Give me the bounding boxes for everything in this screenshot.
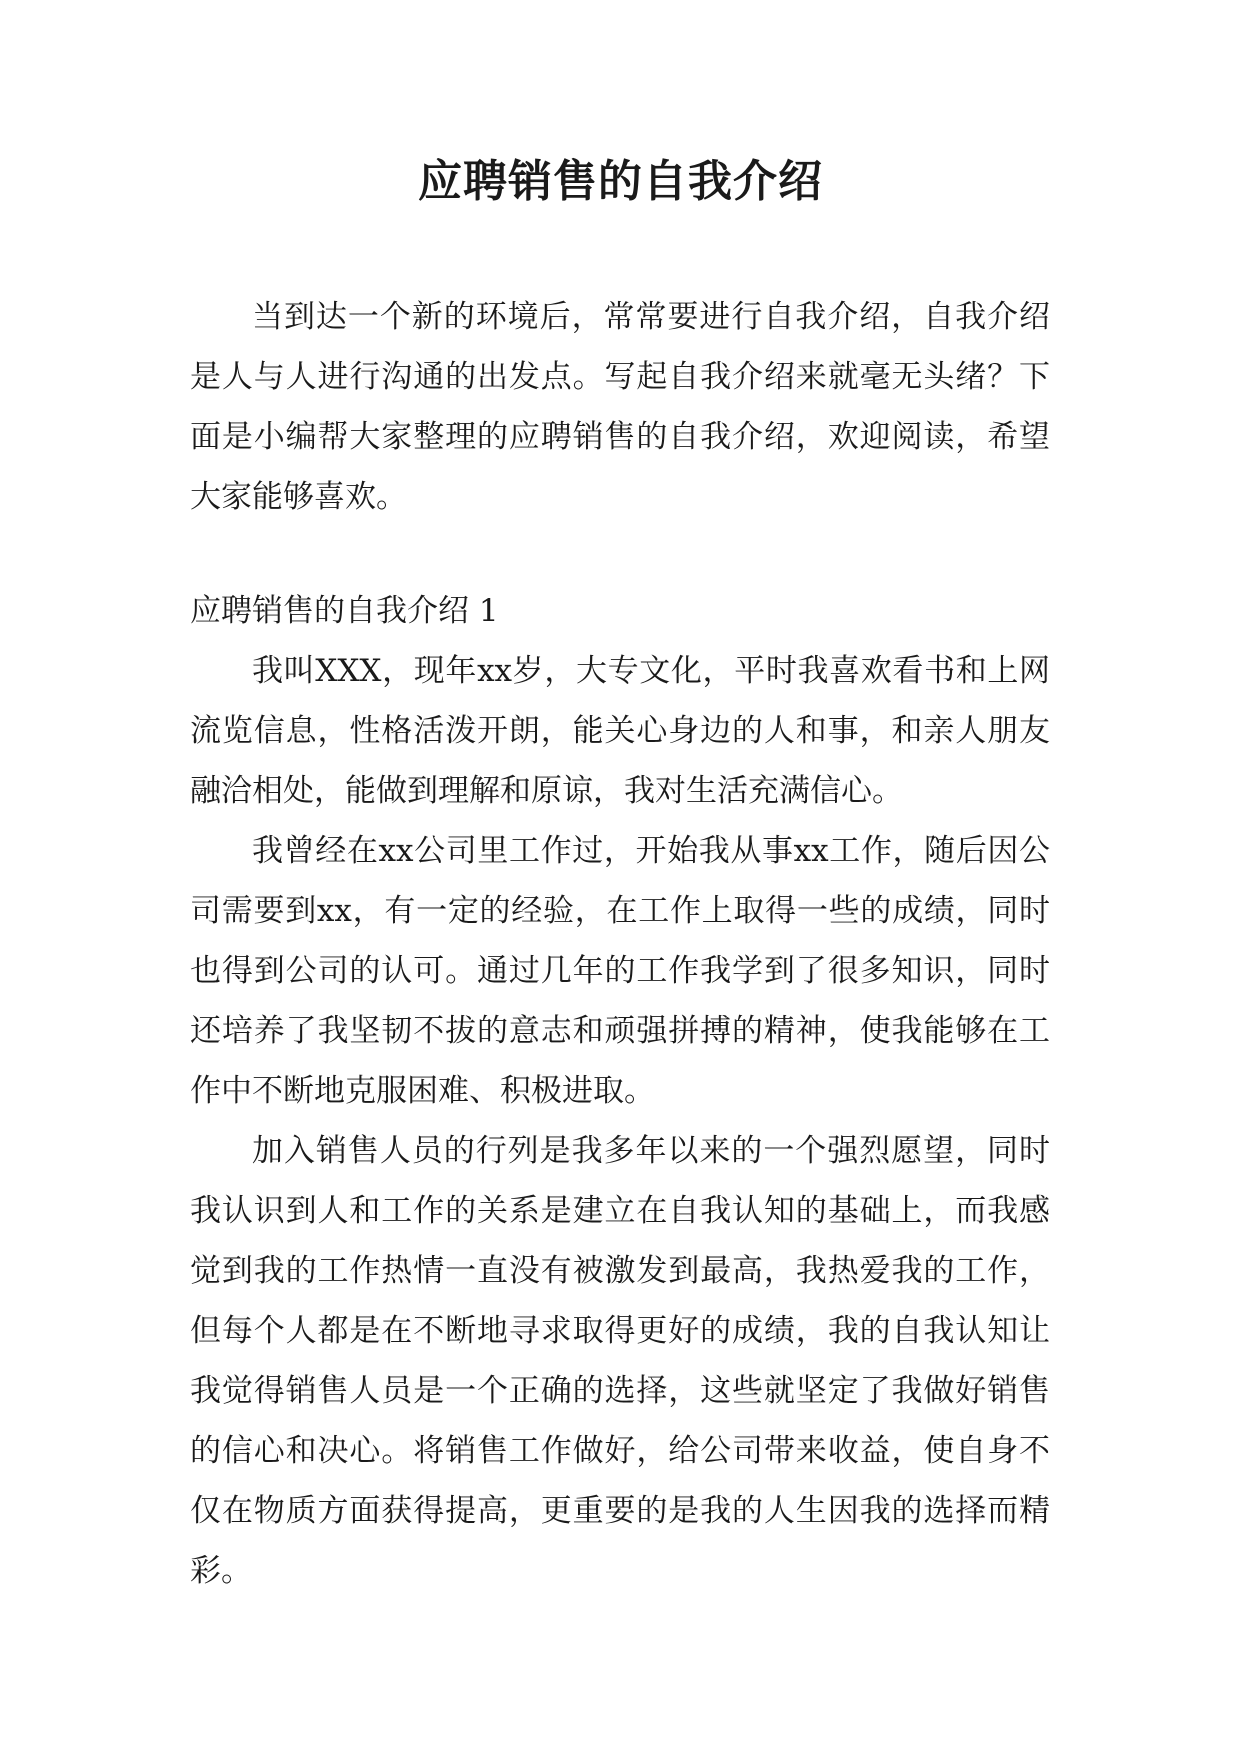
section-heading: 应聘销售的自我介绍 1 [190, 593, 499, 629]
intro-paragraph: 当到达一个新的环境后，常常要进行自我介绍，自我介绍是人与人进行沟通的出发点。写起自我介绍来就毫无头绪？下面是小编帮大家整理的应聘销售的自我介绍，欢迎阅读，希望大家能够喜欢。 [190, 299, 1050, 515]
body-paragraph-3: 加入销售人员的行列是我多年以来的一个强烈愿望，同时我认识到人和工作的关系是建立在自我认知的基础上，而我感觉到我的工作热情一直没有被激发到最高，我热爱我的工作，但每个人都是在不断地寻求取得更好的成绩，我的自我认知让我觉得销售人员是一个正确的选择，这些就坚定了我做好销售的信心和决心。将销售工作做好，给公司带来收益，使自身不仅在物质方面获得提高，更重要的是我的人生因我的选择而精彩。 [190, 1133, 1050, 1589]
document-body [190, 287, 1050, 1601]
document-title: 应聘销售的自我介绍 [418, 156, 823, 207]
body-paragraph-2: 我曾经在xx公司里工作过，开始我从事xx工作，随后因公司需要到xx，有一定的经验，在工作上取得一些的成绩，同时也得到公司的认可。通过几年的工作我学到了很多知识，同时还培养了我坚韧不拔的意志和顽强拼搏的精神，使我能够在工作中不断地克服困难、积极进取。 [190, 833, 1050, 1109]
body-paragraph-1: 我叫XXX，现年xx岁，大专文化，平时我喜欢看书和上网流览信息，性格活泼开朗，能关心身边的人和事，和亲人朋友融洽相处，能做到理解和原谅，我对生活充满信心。 [190, 653, 1050, 809]
